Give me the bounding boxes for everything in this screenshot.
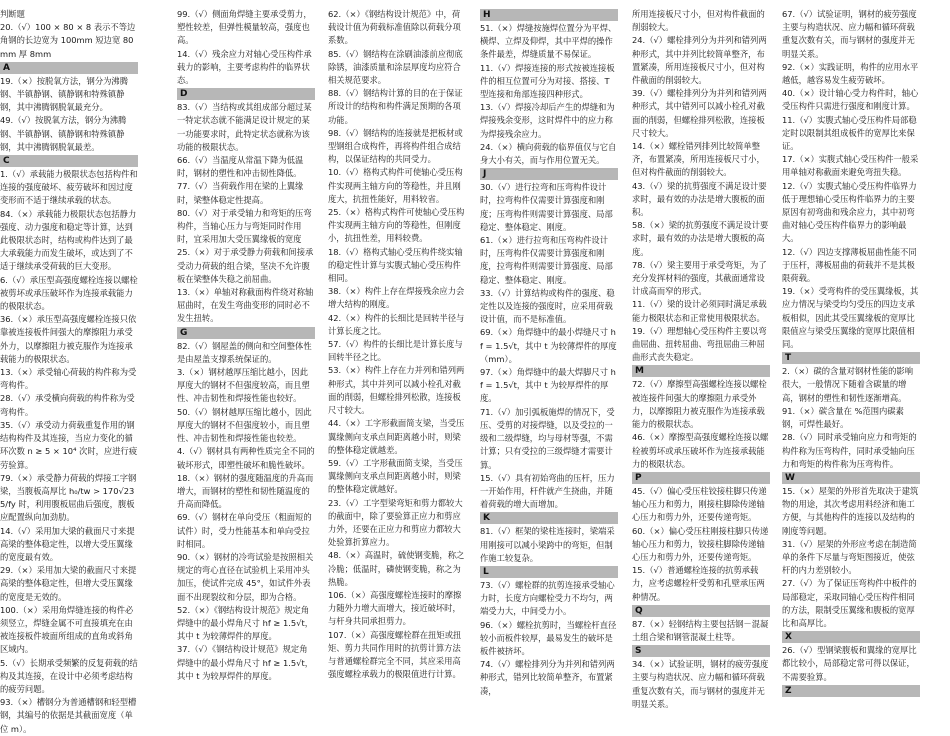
question-item: 5.（√）长期承受频繁的反复荷载的结构及其连接，在设计中必须考虑结构的疲劳问题。 <box>0 657 138 694</box>
question-item: 69.（√）钢材在单向受压（粗面短的试件）时，受力性能基本和单向受拉时相同。 <box>177 512 312 549</box>
text-column-4 <box>480 8 618 696</box>
section-header: L <box>480 566 618 578</box>
question-item: 71.（√）加引弧板施焊的情况下，受压、受剪的对接焊缝，以及受拉的一级和二级焊缝，均与母材等强，不需计算；只有受拉的三级焊缝才需要计算。 <box>480 406 615 470</box>
question-item: 49.（√）按脱氧方法，钢分为沸腾钢、半镇静钢、镇静钢和特殊镇静钢，其中沸腾钢脱氧最差。 <box>0 115 127 152</box>
question-item: 61.（×）进行拉弯和压弯构件设计时，压弯构件仅需要计算强度和刚度，拉弯构件则需要计算强度、局部稳定、整体稳定、刚度。 <box>480 235 613 285</box>
question-item: 37.（√）《钢结构设计规范》规定角焊缝中的最小焊角尺寸 hf ≥ 1.5√t，其中 t 为较厚焊件的厚度。 <box>177 644 314 681</box>
question-item: 58.（×）梁的抗剪强度不满足设计要求时，最有效的办法是增大腹板的高度。 <box>632 220 769 257</box>
section-header: W <box>782 472 920 484</box>
question-item: 66.（√）当温度从常温下降为低温时，钢材的塑性和冲击韧性降低。 <box>177 155 304 179</box>
question-item: 48.（×）高温时，硫使钢变脆，称之冷脆；低温时，磷使钢变脆，称之为热脆。 <box>328 550 465 587</box>
question-item: 34.（×）试验证明，钢材的疲劳强度主要与构造状况、应力幅和循环荷载重复次数有关，而与钢材的强度并无明显关系。 <box>632 659 769 709</box>
question-item: 36.（×）承压型高强度螺栓连接只依靠被连接板件间强大的摩擦阻力承受外力，以摩擦阻力被克服作为连接承载能力的极限状态。 <box>0 314 137 364</box>
question-item: 90.（×）钢材的冷弯试验是按照相关规定的弯心直径在试验机上采用冲头加压，使试件完成 45°，如试件外表面不出现裂纹和分层，即为合格。 <box>177 551 314 602</box>
question-item: 11.（√）实腹式轴心受压构件局部稳定时以限制其组成板件的宽厚比来保证。 <box>782 114 917 152</box>
question-item: 14.（×）螺栓错列排列比较简单整齐，布置紧凑，所用连接板尺寸小，但对构件截面的削弱较大。 <box>632 141 765 178</box>
question-item: 45.（√）偏心受压柱铰接柱脚只传递轴心压力和剪力，刚接柱脚除传递轴心压力和剪力外，还要传递弯矩。 <box>632 485 767 523</box>
question-item: 12.（√）实腹式轴心受压构件临界力低于理想轴心受压构件临界力的主要原因有初弯曲和残余应力，其中初弯曲对轴心受压构件临界力的影响最大。 <box>782 180 917 244</box>
question-item: 19.（√）理想轴心受压构件主要以弯曲屈曲、扭转屈曲、弯扭屈曲三种屈曲形式丧失稳定。 <box>632 325 767 363</box>
question-item: 53.（×）构件上存在力并列和错列两种形式，其中并列可以减小栓孔对截面的削弱，但螺栓排列松散，连接板尺寸较大。 <box>328 365 465 416</box>
question-item: 10.（√）格构式构件可使轴心受压构件实现两主轴方向的等稳性，并且刚度大，抗扭性能好，用料较省。 <box>328 167 463 204</box>
section-header: J <box>480 168 618 180</box>
question-item: 97.（×）角焊缝中的最大焊脚尺寸 hf = 1.5√t，其中 t 为较厚焊件的厚度。 <box>480 367 616 404</box>
question-item: 19.（×）按脱氧方法，钢分为沸腾钢、半镇静钢、镇静钢和特殊镇静钢，其中沸腾钢脱氧最充分。 <box>0 75 129 113</box>
section-header: H <box>480 9 618 21</box>
question-item: 52.（×）《钢结构设计规范》规定角焊缝中的最小焊角尺寸 hf ≥ 1.5√t，其中 t 为较薄焊件的厚度。 <box>177 604 314 642</box>
question-item: 18.（√）格构式轴心受压构件绕实轴的稳定性计算与实腹式轴心受压构件相同。 <box>328 246 463 284</box>
text-column-3 <box>328 8 466 680</box>
question-item: 51.（×）焊缝按施焊位置分为平焊、横焊、立焊及仰焊，其中平焊的操作条件最差，焊缝质量不易保证。 <box>480 23 617 60</box>
question-item: 78.（√）梁主要用于承受弯矩，为了充分发挥材料的强度，其截面通常设计成高而窄的形式。 <box>632 259 767 297</box>
question-item: 99.（√）侧面角焊缝主要承受剪力，塑性较差，但弹性模量较高，强度也高。 <box>177 9 312 46</box>
question-item: 6.（√）承压型高强度螺栓连接以螺栓被剪坏或承压破坏作为连接承载能力的极限状态。 <box>0 274 138 312</box>
question-item: 91.（×）碳含量在 %范围内碳素钢，可焊性最好。 <box>782 405 904 430</box>
section-header: K <box>480 512 618 524</box>
question-item: 44.（×）工字形截面简支梁，当受压翼缘侧向支承点间距离越小时，则梁的整体稳定就越差。 <box>328 418 465 455</box>
question-item: 40.（×）设计轴心受力构件时，轴心受压构件只需进行强度和刚度计算。 <box>782 88 919 112</box>
question-item: 35.（√）承受动力荷载重复作用的钢结构构件及其连接，当应力变化的循环次数 n ≥ 5 × 10⁴ 次时，应进行疲劳验算。 <box>0 419 138 470</box>
question-item: 59.（√）工字形截面简支梁，当受压翼缘侧向支承点间距离越小时，则梁的整体稳定就越好。 <box>328 457 463 495</box>
question-item: 46.（×）摩擦型高强度螺栓连接以螺栓被剪坏或承压破坏作为连接承载能力的极限状态。 <box>632 432 769 469</box>
question-item: 17.（×）实腹式轴心受压构件一般采用单轴对称截面来避免弯扭失稳。 <box>782 154 919 178</box>
question-item: 83.（√）当结构或其组成部分超过某一特定状态就不能满足设计规定的某一功能要求时，此特定状态就称为该功能的极限状态。 <box>177 102 312 152</box>
section-header: Q <box>632 605 770 617</box>
question-item: 12.（√）四边支撑薄板屈曲性能不同于压杆，薄板屈曲的荷载并不是其极限荷载。 <box>782 246 917 284</box>
question-item: 13.（√）焊接冷却后产生的焊缝和为焊接残余变形，这时焊件中的应力称为焊接残余应力。 <box>480 102 615 139</box>
text-column-1 <box>0 8 138 734</box>
text-column-5 <box>632 8 770 709</box>
question-item: 25.（×）格构式构件可使轴心受压构件实现两主轴方向的等稳性，但刚度小，抗扭性差，用料较费。 <box>328 207 465 244</box>
question-item: 82.（√）钢屋盖的侧向和空间整体性是由屋盖支撑系统保证的。 <box>177 340 312 364</box>
question-item: 57.（√）构件的长细比是计算长度与回转半径之比。 <box>328 339 463 363</box>
question-item: 28.（√）承受横向荷载的构件称为受弯构件。 <box>0 393 135 417</box>
text-column-2 <box>177 8 315 681</box>
question-item: 88.（√）钢结构计算的目的在于保证所设计的结构和构件满足预期的各项功能。 <box>328 88 463 125</box>
question-item: 96.（×）螺栓抗剪时，当螺栓杆直径较小而板件较厚，最易发生的破坏是板件被挤坏。 <box>480 619 617 656</box>
question-item: 107.（×）高强度螺栓群在扭矩或扭矩、剪力共同作用时的抗剪计算方法与普通螺栓群完全不同，其应采用高强度螺栓承载力的极限值进行计算。 <box>328 629 462 680</box>
question-item: 98.（√）钢结构的连接就是把板材或型钢组合成构件，再将构件组合成结构，以保证结构的共同受力。 <box>328 127 463 165</box>
question-item: 24.（√）螺栓排列分为并列和错列两种形式，其中并列比较简单整齐，布置紧凑，所用连接板尺寸小，但对构件截面的削弱较大。 <box>632 35 767 86</box>
question-item: 13.（×）承受轴心荷载的构件称为受弯构件。 <box>0 367 137 391</box>
question-item: 3.（×）钢材越厚压缩比越小，因此厚度大的钢材不但强度较高，而且塑性、冲击韧性和焊接性能也较好。 <box>177 367 310 404</box>
section-header: C <box>0 155 138 167</box>
question-item: 11.（√）焊接连接的形式按被连接板件的相互位置可分为对接、搭接、T 型连接和角部连接四种形式。 <box>480 62 615 100</box>
question-item: 1.（√）承载能力极限状态包括构件和连接的强度破坏、疲劳破坏和因过度变形而不适于继续承载的状态。 <box>0 169 138 206</box>
question-item: 50.（√）钢材越厚压缩比越小，因此厚度大的钢材不但强度较小，而且塑性、冲击韧性和焊接性能也较差。 <box>177 406 312 444</box>
question-item: 31.（√）屋架的外形应考虑在制造简单的条件下尽量与弯矩图接近，使弦杆的内力差别较小。 <box>782 538 917 576</box>
question-item: 28.（√）同时承受轴向应力和弯矩的构件称为压弯构件，同时承受轴向压力和弯矩的构件称为压弯构件。 <box>782 432 917 469</box>
question-item: 69.（×）角焊缝中的最小焊缝尺寸 hf = 1.5√t，其中 t 为较薄焊件的厚度（mm）。 <box>480 327 617 364</box>
text-column-6 <box>782 8 920 696</box>
question-item: 39.（√）螺栓排列分为并列和错列两种形式，其中错列可以减小栓孔对截面的削弱，但螺栓排列松散，连接板尺寸较大。 <box>632 88 767 138</box>
question-item: 87.（×）轻钢结构主要包括钢－混凝土组合梁和钢管混凝土柱等。 <box>632 618 769 642</box>
question-item: 73.（√）螺栓群的抗剪连接承受轴心力时，长度方向螺栓受力不均匀，两端受力大，中间受力小。 <box>480 579 615 617</box>
question-item: 67.（√）试验证明，钢材的疲劳强度主要与构造状况、应力幅和循环荷载重复次数有关，而与钢材的强度并无明显关系。 <box>782 9 917 59</box>
question-item: 24.（×）横向荷载的临界值仅与它自身大小有关，而与作用位置无关。 <box>480 141 617 166</box>
question-item: 77.（√）当荷载作用在梁的上翼缘时，梁整体稳定性提高。 <box>177 181 304 205</box>
question-item: 14.（√）采用加大梁的截面尺寸来提高梁的整体稳定性，以增大受压翼缘的宽度最有效。 <box>0 525 135 562</box>
question-item: 19.（×）受弯构件的受压翼缘板，其应力情况与梁受均匀受压的四边支承板相似，因此其受压翼缘板的宽厚比限值应与梁受压翼缘的宽厚比限值相同。 <box>782 286 919 350</box>
question-item: 85.（√）钢结构在涂刷油漆前应彻底除锈，油漆质量和涂层厚度均应符合相关规范要求。 <box>328 48 463 86</box>
section-header: M <box>632 365 770 377</box>
question-item: 74.（√）螺栓排列分为并列和错列两种形式，错列比较简单整齐，布置紧凑， <box>480 659 615 696</box>
question-item: 72.（√）摩擦型高强螺栓连接以螺栓被连接件间强大的摩擦阻力承受外力，以摩擦阻力被克服作为连接承载能力的极限状态。 <box>632 379 767 430</box>
question-item: 4.（√）钢材具有两种性质完全不同的破坏形式，即塑性破坏和脆性破坏。 <box>177 446 315 470</box>
question-item: 92.（×）实践证明，构件的应用水平越低，越容易发生疲劳破坏。 <box>782 61 919 86</box>
section-header: S <box>632 645 770 657</box>
question-item: 18.（×）钢材的强度随温度的升高而增大，而钢材的塑性和韧性随温度的升高而降低。 <box>177 472 314 510</box>
question-item: 2.（×）碳的含量对钢材性能的影响很大，一般情况下随着含碳量的增高，钢材的塑性和韧性逐渐增高。 <box>782 366 914 403</box>
question-item: 27.（√）为了保证压弯构件中板件的局部稳定，采取同轴心受压构件相同的方法，限制受压翼缘和腹板的宽厚比和高厚比。 <box>782 578 917 628</box>
question-item: 80.（√）对于承受轴力和弯矩的压弯构件，当轴心压力与弯矩同时作用时，宜采用加大受压翼缘板的宽度 <box>177 207 312 245</box>
section-header: T <box>782 352 920 364</box>
question-item: 60.（×）偏心受压柱刚接柱脚只传递轴心压力和剪力，铰接柱脚除传递轴心压力和剪力外，还要传递弯矩。 <box>632 525 769 562</box>
section-header: G <box>177 327 315 339</box>
section-header: X <box>782 631 920 643</box>
question-item: 11.（√）梁的设计必须同时满足承载能力极限状态和正常使用极限状态。 <box>632 299 767 323</box>
section-header: P <box>632 472 770 484</box>
question-item: 29.（×）采用加大梁的截面尺寸来提高梁的整体稳定性，但增大受压翼缘的宽度是无效的。 <box>0 565 137 602</box>
question-item: 106.（×）高强度螺栓连接时的摩擦力随外力增大而增大，接近破坏时，与杆身共同承担剪力。 <box>328 589 462 627</box>
question-item: 30.（√）进行拉弯和压弯构件设计时，拉弯构件仅需要计算强度和刚度；压弯构件则需要计算强度、局部稳定、整体稳定、刚度。 <box>480 182 613 232</box>
question-item: 33.（√）计算结构或构件的强度、稳定性以及连接的强度时，应采用荷载设计值，而不是标准值。 <box>480 287 615 325</box>
question-item: 15.（×）屋架的外形首先取决于建筑物的用途，其次考虑用料经济和施工方便，与其他构件的连接以及结构的刚度等问题。 <box>782 485 919 536</box>
question-item: 42.（×）构件的长细比是回转半径与计算长度之比。 <box>328 312 465 336</box>
question-item: 14.（√）残余应力对轴心受压构件承载力的影响，主要考虑构件的临界状态。 <box>177 48 312 86</box>
question-item: 81.（√）框架的梁柱连接时，梁端采用刚接可以减小梁跨中的弯矩，但制作施工较复杂。 <box>480 526 615 563</box>
section-header: D <box>177 88 315 100</box>
section-header: A <box>0 62 138 74</box>
question-item: 93.（×）槽钢分为普通槽钢和轻型槽钢，其编号的依据是其截面宽度（单位 m）。 <box>0 697 137 734</box>
question-item: 判断题 <box>0 9 25 19</box>
question-item: 20.（√）100 × 80 × 8 表示不等边角钢的长边宽为 100mm 短边宽 80mm 厚 8mm <box>0 22 136 59</box>
question-item: 15.（√）具有初始弯曲的压杆，压力一开始作用，杆件就产生挠曲，并随着荷载的增大而增加。 <box>480 472 615 510</box>
question-item: 23.（√）工字型梁弯矩和剪力都较大的截面中，除了要验算正应力和剪应力外，还要在正应力和剪应力都较大处验算折算应力。 <box>328 497 463 548</box>
section-header: Z <box>782 685 920 697</box>
question-item: 62.（×）《钢结构设计规范》中，荷载设计值为荷载标准值除以荷载分项系数。 <box>328 9 461 46</box>
question-item: 79.（×）承受静力荷载的焊接工字钢梁，当腹板高厚比 h₀/tw > 170√235/fy 时，利用腹板屈曲后强度，腹板应配置纵向加劲肋。 <box>0 472 137 523</box>
question-item: 43.（√）梁的抗剪强度不满足设计要求时，最有效的办法是增大腹板的面积。 <box>632 180 767 218</box>
question-item: 13.（×）单轴对称截面构件绕对称轴屈曲时，在发生弯曲变形的同时必不发生扭转。 <box>177 287 314 324</box>
question-item: 15.（√）普通螺栓连接的抗剪承载力，应考虑螺栓杆受剪和孔壁承压两种情况。 <box>632 565 765 602</box>
question-item: 26.（√）型钢梁腹板和翼缘的宽厚比都比较小，局部稳定常可得以保证，不需要验算。 <box>782 645 917 682</box>
question-item: 84.（×）承载能力极限状态包括静力强度、动力强度和稳定等计算，达到此极限状态时，结构或构件达到了最大承载能力而发生破坏，或达到了不适于继续承受荷载的巨大变形。 <box>0 208 137 272</box>
question-item: 25.（×）对于承受静力荷载和间接承受动力荷载的组合梁，坚决不允许腹板在梁整体失稳之前屈曲。 <box>177 247 314 284</box>
question-item: 所用连接板尺寸小，但对构件截面的削弱较大。 <box>632 9 765 33</box>
question-item: 38.（×）构件上存在焊接残余应力会增大结构的刚度。 <box>328 286 465 310</box>
question-item: 100.（×）采用角焊缝连接的构件必须竖立，焊缝金属不可直接填充在由被连接板件坡面所组成的直角或斜角区域内。 <box>0 604 134 655</box>
